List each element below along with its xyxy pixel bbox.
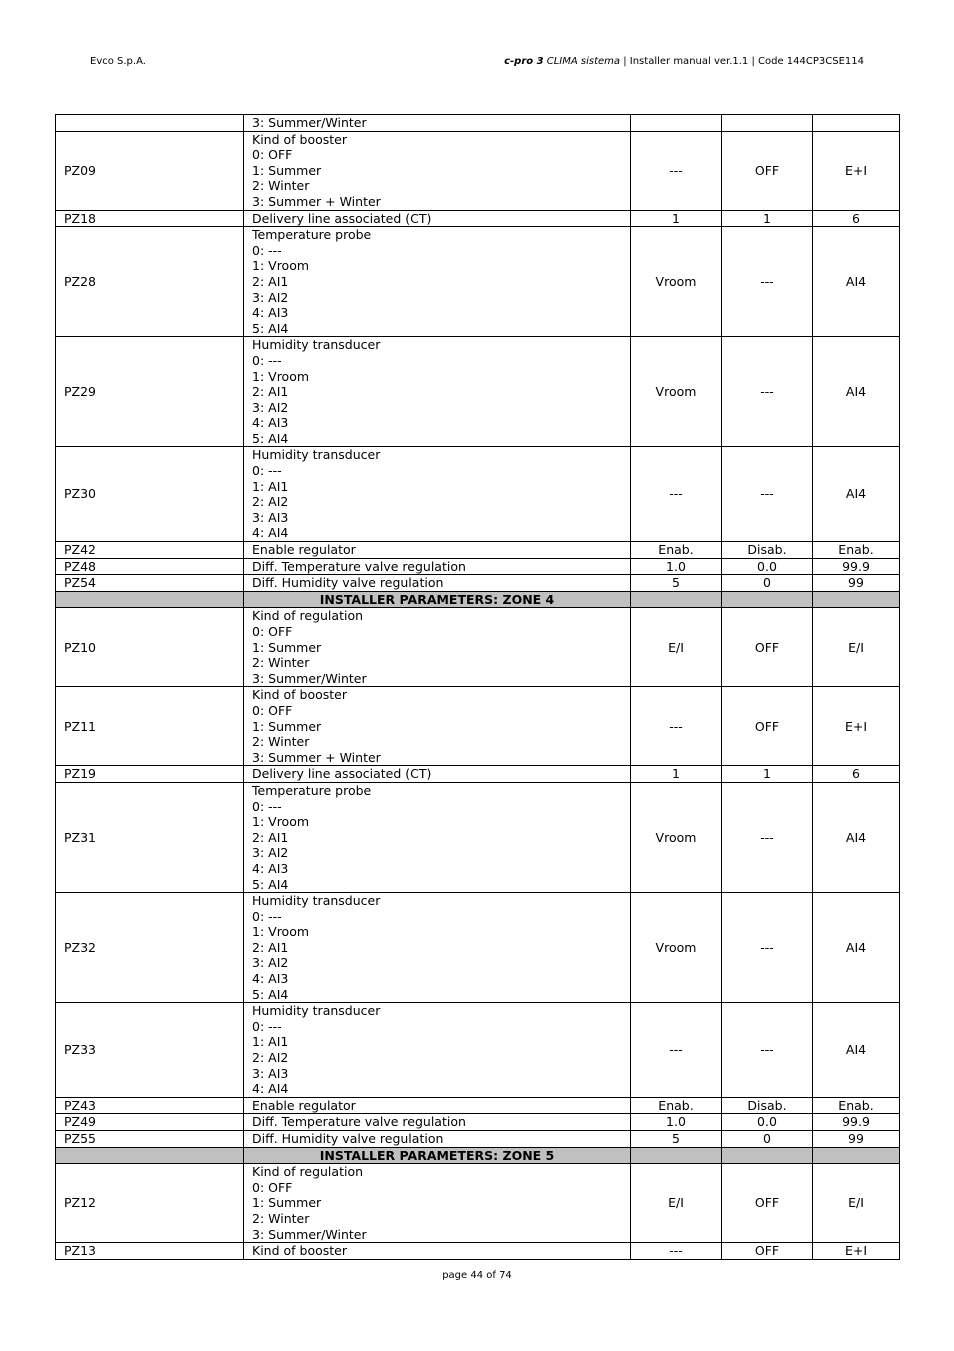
parameter-description (244, 1164, 631, 1243)
description-line: 1: Vroom (252, 924, 310, 940)
parameter-default: --- (631, 131, 722, 210)
parameter-min: 0 (722, 1131, 813, 1148)
description-line: 0: --- (252, 908, 282, 924)
description-line: 1: AI1 (252, 478, 289, 494)
parameter-min: OFF (722, 687, 813, 766)
description-line: 1: AI1 (252, 1034, 289, 1050)
parameter-row (56, 766, 900, 783)
parameter-min: OFF (722, 608, 813, 687)
description-line: 2: Winter (252, 178, 310, 194)
parameter-description (244, 608, 631, 687)
parameter-max: E+I (813, 1243, 900, 1260)
parameter-min: OFF (722, 131, 813, 210)
parameter-row (56, 782, 900, 892)
parameter-code: PZ19 (56, 766, 244, 783)
parameter-min: Disab. (722, 542, 813, 559)
description-line: 2: AI2 (252, 494, 289, 510)
description-line: 0: OFF (252, 624, 293, 639)
description-line: Kind of regulation (252, 1164, 364, 1180)
description-line: 1: Summer (252, 1195, 322, 1211)
description-line: 0: --- (252, 1018, 282, 1034)
parameter-max: 6 (813, 210, 900, 227)
parameter-row (56, 608, 900, 687)
header-document-info (504, 56, 864, 67)
parameter-max: Enab. (813, 1097, 900, 1114)
parameter-row (56, 893, 900, 1003)
description-line: 2: Winter (252, 655, 310, 671)
parameter-default: 1 (631, 766, 722, 783)
parameter-min (722, 115, 813, 132)
parameter-max: AI4 (813, 1003, 900, 1098)
description-line: 2: AI1 (252, 273, 289, 289)
description-line: 1: Vroom (252, 814, 310, 830)
description-line: 4: AI3 (252, 305, 289, 321)
parameter-default: Vroom (631, 337, 722, 447)
parameter-min (722, 591, 813, 608)
description-line: 2: Winter (252, 1210, 310, 1226)
parameter-default: Enab. (631, 542, 722, 559)
parameter-min: --- (722, 1003, 813, 1098)
parameter-code: PZ09 (56, 131, 244, 210)
parameter-default: 5 (631, 575, 722, 592)
parameter-row (56, 1131, 900, 1148)
parameter-default: E/I (631, 1164, 722, 1243)
description-line: 3: Summer/Winter (252, 670, 367, 686)
description-line: Humidity transducer (252, 337, 381, 353)
parameter-description (244, 447, 631, 542)
header-company: Evco S.p.A. (90, 56, 146, 67)
description-line: Delivery line associated (CT) (252, 766, 432, 782)
parameter-default: E/I (631, 608, 722, 687)
description-line: Enable regulator (252, 1097, 356, 1113)
description-line: 2: AI1 (252, 829, 289, 845)
parameter-code: PZ42 (56, 542, 244, 559)
parameter-min: --- (722, 782, 813, 892)
section-header-row (56, 1147, 900, 1164)
parameter-row (56, 210, 900, 227)
parameter-default: Vroom (631, 227, 722, 337)
header-series: CLIMA sistema (543, 56, 621, 67)
description-line: Diff. Temperature valve regulation (252, 1114, 466, 1130)
description-line: Diff. Humidity valve regulation (252, 575, 444, 591)
description-line: 4: AI3 (252, 415, 289, 431)
description-line: 4: AI3 (252, 971, 289, 987)
parameter-max (813, 591, 900, 608)
parameter-row (56, 575, 900, 592)
page-number: page 44 of 74 (442, 1270, 512, 1281)
description-line: Humidity transducer (252, 447, 381, 463)
parameter-min: OFF (722, 1243, 813, 1260)
parameter-default: --- (631, 447, 722, 542)
parameter-min: Disab. (722, 1097, 813, 1114)
parameter-min: 0 (722, 575, 813, 592)
description-line: 0: --- (252, 798, 282, 814)
parameter-max: E+I (813, 687, 900, 766)
description-line: Kind of booster (252, 687, 347, 703)
parameter-min: 0.0 (722, 1114, 813, 1131)
description-line: Kind of booster (252, 131, 347, 147)
parameter-description (244, 1131, 631, 1148)
description-line: 5: AI4 (252, 986, 289, 1002)
parameter-code: PZ54 (56, 575, 244, 592)
parameter-code: PZ49 (56, 1114, 244, 1131)
description-line: 4: AI3 (252, 860, 289, 876)
parameter-description (244, 1097, 631, 1114)
description-line: 1: Summer (252, 639, 322, 655)
description-line: 0: --- (252, 352, 282, 368)
parameter-description (244, 542, 631, 559)
parameter-max: AI4 (813, 337, 900, 447)
parameter-description (244, 115, 631, 132)
parameter-code: PZ10 (56, 608, 244, 687)
parameter-default: Enab. (631, 1097, 722, 1114)
parameter-row (56, 131, 900, 210)
parameter-default: 5 (631, 1131, 722, 1148)
parameter-row (56, 1164, 900, 1243)
parameter-default: --- (631, 687, 722, 766)
description-line: Temperature probe (252, 782, 372, 798)
description-line: 3: AI3 (252, 1065, 289, 1081)
parameter-code: PZ33 (56, 1003, 244, 1098)
parameter-description (244, 337, 631, 447)
parameter-max (813, 115, 900, 132)
parameter-code: PZ28 (56, 227, 244, 337)
parameter-row (56, 337, 900, 447)
section-header-row (56, 591, 900, 608)
description-line: 5: AI4 (252, 876, 289, 892)
parameter-default: 1.0 (631, 558, 722, 575)
parameter-max: AI4 (813, 447, 900, 542)
parameter-description (244, 210, 631, 227)
parameter-min: --- (722, 337, 813, 447)
parameters-table (55, 114, 900, 1260)
description-line: Diff. Temperature valve regulation (252, 558, 466, 574)
parameter-default: 1.0 (631, 1114, 722, 1131)
description-line: 0: OFF (252, 147, 293, 163)
parameter-code (56, 591, 244, 608)
description-line: Kind of booster (252, 1243, 347, 1259)
description-line: 2: AI1 (252, 384, 289, 400)
description-line: 1: Summer (252, 162, 322, 178)
description-line: Enable regulator (252, 542, 356, 558)
parameter-row (56, 558, 900, 575)
parameter-row (56, 447, 900, 542)
parameter-max (813, 1147, 900, 1164)
description-line: 1: Summer (252, 718, 322, 734)
description-line: 3: AI2 (252, 289, 289, 305)
description-line: Humidity transducer (252, 1003, 381, 1019)
parameter-min: 1 (722, 210, 813, 227)
parameter-description (244, 558, 631, 575)
parameter-code: PZ30 (56, 447, 244, 542)
parameter-min: --- (722, 227, 813, 337)
parameter-default (631, 1147, 722, 1164)
parameter-description (244, 1243, 631, 1260)
parameter-description (244, 782, 631, 892)
parameter-description (244, 893, 631, 1003)
parameter-max: E/I (813, 1164, 900, 1243)
description-line: 3: AI2 (252, 955, 289, 971)
parameter-default: 1 (631, 210, 722, 227)
parameter-max: E/I (813, 608, 900, 687)
parameter-row (56, 1114, 900, 1131)
parameter-row (56, 687, 900, 766)
parameters-table-body (56, 115, 900, 1260)
description-line: 3: Summer + Winter (252, 193, 381, 209)
description-line: 3: Summer/Winter (252, 1226, 367, 1242)
description-line: Diff. Humidity valve regulation (252, 1131, 444, 1146)
description-line: 0: --- (252, 463, 282, 479)
parameter-code: PZ12 (56, 1164, 244, 1243)
parameter-code: PZ18 (56, 210, 244, 227)
parameter-max: AI4 (813, 782, 900, 892)
parameter-min (722, 1147, 813, 1164)
description-line: 3: Summer/Winter (252, 115, 367, 130)
parameter-min: 0.0 (722, 558, 813, 575)
parameter-description (244, 227, 631, 337)
parameter-description (244, 687, 631, 766)
description-line: 4: AI4 (252, 1081, 289, 1097)
description-line: Temperature probe (252, 227, 372, 243)
parameter-row (56, 1097, 900, 1114)
parameter-min: OFF (722, 1164, 813, 1243)
parameter-max: 6 (813, 766, 900, 783)
description-line: 2: Winter (252, 734, 310, 750)
parameter-code (56, 1147, 244, 1164)
description-line: 0: OFF (252, 702, 293, 718)
description-line: 2: AI1 (252, 939, 289, 955)
description-line: 3: AI2 (252, 399, 289, 415)
parameter-max: 99.9 (813, 1114, 900, 1131)
parameter-max: AI4 (813, 893, 900, 1003)
parameter-max: Enab. (813, 542, 900, 559)
description-line: 1: Vroom (252, 368, 310, 384)
description-line: INSTALLER PARAMETERS: ZONE 5 (319, 1147, 555, 1163)
parameter-description (244, 131, 631, 210)
parameter-code: PZ13 (56, 1243, 244, 1260)
parameter-max: 99.9 (813, 558, 900, 575)
header-product: c-pro 3 (504, 56, 544, 67)
parameter-code: PZ55 (56, 1131, 244, 1148)
parameter-code: PZ29 (56, 337, 244, 447)
parameter-code: PZ48 (56, 558, 244, 575)
parameter-description (244, 1003, 631, 1098)
parameter-default (631, 591, 722, 608)
description-line: 3: AI2 (252, 845, 289, 861)
parameter-code (56, 115, 244, 132)
parameter-code: PZ31 (56, 782, 244, 892)
parameter-max: 99 (813, 575, 900, 592)
parameter-code: PZ11 (56, 687, 244, 766)
parameter-code: PZ32 (56, 893, 244, 1003)
parameter-row (56, 227, 900, 337)
description-line: 2: AI2 (252, 1050, 289, 1066)
description-line: 3: AI3 (252, 509, 289, 525)
description-line: 5: AI4 (252, 320, 289, 336)
description-line: Delivery line associated (CT) (252, 210, 432, 226)
description-line: INSTALLER PARAMETERS: ZONE 4 (319, 591, 555, 607)
parameter-min: --- (722, 893, 813, 1003)
parameter-max: 99 (813, 1131, 900, 1148)
parameter-row (56, 542, 900, 559)
parameter-default: Vroom (631, 893, 722, 1003)
description-line: 4: AI4 (252, 525, 289, 541)
parameter-row (56, 1243, 900, 1260)
parameter-row (56, 1003, 900, 1098)
section-title (244, 1147, 631, 1164)
description-line: 0: --- (252, 242, 282, 258)
parameter-description (244, 1114, 631, 1131)
parameter-description (244, 575, 631, 592)
parameter-default (631, 115, 722, 132)
description-line: 3: Summer + Winter (252, 749, 381, 765)
section-title (244, 591, 631, 608)
parameter-description (244, 766, 631, 783)
description-line: 1: Vroom (252, 258, 310, 274)
parameter-default: --- (631, 1003, 722, 1098)
parameter-row (56, 115, 900, 132)
parameter-code: PZ43 (56, 1097, 244, 1114)
description-line: Humidity transducer (252, 893, 381, 909)
parameter-default: Vroom (631, 782, 722, 892)
parameter-max: AI4 (813, 227, 900, 337)
header-doc-code: | Installer manual ver.1.1 | Code 144CP3CSE114 (620, 56, 864, 67)
description-line: 5: AI4 (252, 430, 289, 446)
description-line: Kind of regulation (252, 608, 364, 624)
parameter-min: 1 (722, 766, 813, 783)
parameter-max: E+I (813, 131, 900, 210)
parameter-default: --- (631, 1243, 722, 1260)
parameter-min: --- (722, 447, 813, 542)
description-line: 0: OFF (252, 1179, 293, 1195)
